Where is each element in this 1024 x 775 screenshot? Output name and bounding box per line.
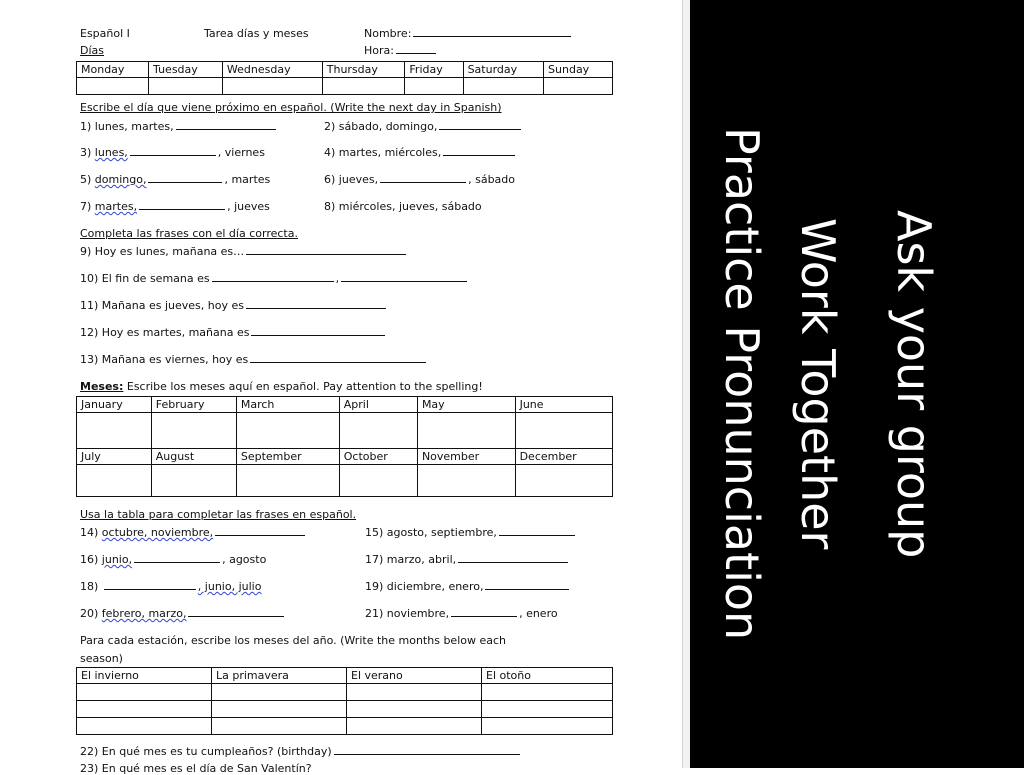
exercise-item: 3) lunes, , viernes — [80, 146, 265, 159]
month-cell: August — [151, 449, 236, 465]
section-seasons-title-cont: season) — [80, 652, 123, 665]
question-item: 22) En qué mes es tu cumpleaños? (birthday) — [80, 745, 522, 758]
season-cell: El otoño — [482, 668, 613, 684]
hour-label: Hora: — [364, 44, 438, 57]
months-table — [76, 396, 613, 497]
side-text-ask-group: Ask your group — [887, 209, 941, 559]
day-cell: Wednesday — [222, 62, 322, 78]
section-months-title: Meses: Escribe los meses aquí en español. Pay attention to the spelling! — [80, 380, 483, 393]
exercise-item: 8) miércoles, jueves, sábado — [324, 200, 482, 213]
section-next-day-title: Escribe el día que viene próximo en español. (Write the next day in Spanish) — [80, 101, 502, 114]
days-table — [76, 61, 613, 95]
exercise-item: 4) martes, miércoles, — [324, 146, 517, 159]
days-label: Días — [80, 44, 104, 57]
section-seasons-title: Para cada estación, escribe los meses del año. (Write the months below each — [80, 634, 507, 647]
side-text-work-together: Work Together — [791, 218, 845, 550]
question-item: 23) En qué mes es el día de San Valentín? — [80, 762, 312, 775]
exercise-item: 19) diciembre, enero, — [365, 580, 571, 593]
section-complete-title: Completa las frases con el día correcta. — [80, 227, 298, 240]
exercise-item: 5) domingo, , martes — [80, 173, 271, 186]
exercise-item: 14) octubre, noviembre, — [80, 526, 307, 539]
exercise-item: 6) jueves, , sábado — [324, 173, 516, 186]
month-cell: July — [77, 449, 152, 465]
day-cell: Friday — [405, 62, 463, 78]
exercise-item: 13) Mañana es viernes, hoy es — [80, 353, 428, 366]
exercise-item: 1) lunes, martes, — [80, 120, 278, 133]
day-cell: Sunday — [544, 62, 613, 78]
exercise-item: 21) noviembre, , enero — [365, 607, 558, 620]
exercise-item: 15) agosto, septiembre, — [365, 526, 577, 539]
month-cell: June — [515, 397, 612, 413]
season-cell: El verano — [347, 668, 482, 684]
exercise-item: 10) El fin de semana es , — [80, 272, 469, 285]
month-cell: October — [339, 449, 417, 465]
month-cell: May — [417, 397, 515, 413]
name-label: Nombre: — [364, 27, 573, 40]
day-cell: Monday — [77, 62, 149, 78]
exercise-item: 17) marzo, abril, — [365, 553, 570, 566]
month-cell: February — [151, 397, 236, 413]
section-table-use-title: Usa la tabla para completar las frases en español. — [80, 508, 357, 521]
exercise-item: 20) febrero, marzo, — [80, 607, 286, 620]
course-title: Español I — [80, 27, 130, 40]
month-cell: January — [77, 397, 152, 413]
exercise-item: 11) Mañana es jueves, hoy es — [80, 299, 388, 312]
season-cell: La primavera — [212, 668, 347, 684]
exercise-item: 16) junio, , agosto — [80, 553, 267, 566]
exercise-item: 7) martes, , jueves — [80, 200, 270, 213]
month-cell: December — [515, 449, 612, 465]
month-cell: November — [417, 449, 515, 465]
exercise-item: 9) Hoy es lunes, mañana es… — [80, 245, 408, 258]
exercise-item: 18) , junio, julio — [80, 580, 262, 593]
day-cell: Thursday — [322, 62, 405, 78]
side-text-practice-pronunciation: Practice Pronunciation — [715, 127, 769, 641]
month-cell: September — [236, 449, 339, 465]
exercise-item: 12) Hoy es martes, mañana es — [80, 326, 387, 339]
seasons-table — [76, 667, 613, 735]
day-cell: Saturday — [463, 62, 543, 78]
day-cell: Tuesday — [149, 62, 223, 78]
month-cell: April — [339, 397, 417, 413]
season-cell: El invierno — [77, 668, 212, 684]
month-cell: March — [236, 397, 339, 413]
assignment-title: Tarea días y meses — [204, 27, 309, 40]
exercise-item: 2) sábado, domingo, — [324, 120, 523, 133]
